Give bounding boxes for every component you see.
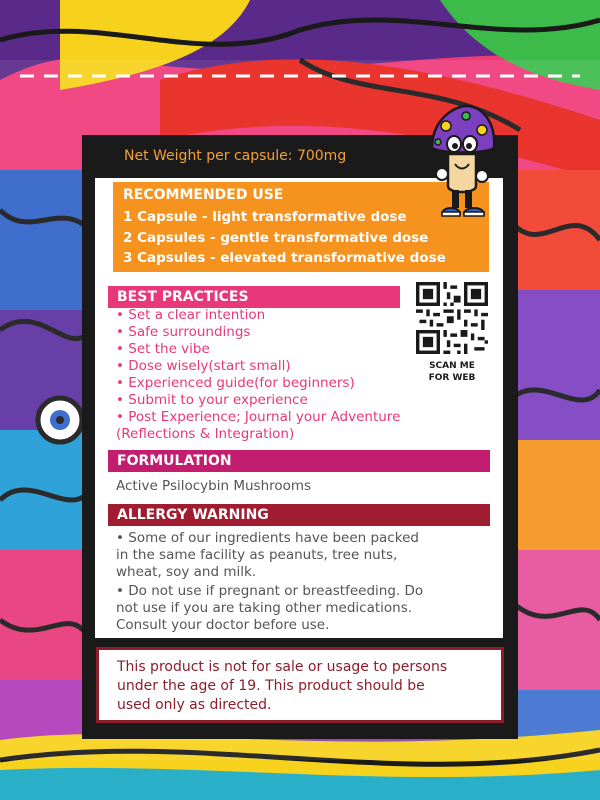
practice-item: • Experienced guide(for beginners): [116, 375, 355, 391]
practice-item: • Set the vibe: [116, 341, 210, 357]
dose-line: 3 Capsules - elevated transformative dose: [123, 250, 446, 266]
practice-item: • Set a clear intention: [116, 307, 266, 323]
allergy-line: • Do not use if pregnant or breastfeeding. Do: [116, 583, 424, 599]
practice-item: • Post Experience; Journal your Adventure: [116, 409, 401, 425]
recommended-use-heading: RECOMMENDED USE: [123, 187, 284, 203]
age-warning-box: [96, 647, 504, 723]
qr-code[interactable]: [416, 282, 488, 354]
allergy-line: not use if you are taking other medications.: [116, 600, 413, 616]
allergy-line: wheat, soy and milk.: [116, 564, 257, 580]
allergy-warning-heading: ALLERGY WARNING: [108, 504, 490, 526]
best-practices-heading: BEST PRACTICES: [108, 286, 400, 308]
formulation-heading: FORMULATION: [108, 450, 490, 472]
allergy-line: in the same facility as peanuts, tree nuts,: [116, 547, 398, 563]
age-warning-line: This product is not for sale or usage to persons: [117, 659, 448, 675]
practice-item: (Reflections & Integration): [116, 426, 295, 442]
dose-line: 2 Capsules - gentle transformative dose: [123, 230, 429, 246]
allergy-line: Consult your doctor before use.: [116, 617, 330, 633]
age-warning-line: used only as directed.: [117, 697, 272, 713]
practice-item: • Submit to your experience: [116, 392, 308, 408]
mushroom-mascot-icon: [428, 104, 498, 228]
practice-item: • Safe surroundings: [116, 324, 251, 340]
age-warning-line: under the age of 19. This product should be: [117, 678, 425, 694]
allergy-line: • Some of our ingredients have been packed: [116, 530, 419, 546]
practice-item: • Dose wisely(start small): [116, 358, 291, 374]
formulation-text: Active Psilocybin Mushrooms: [116, 478, 312, 494]
net-weight: Net Weight per capsule: 700mg: [124, 148, 347, 164]
qr-label: SCAN ME FOR WEB: [428, 361, 476, 383]
dose-line: 1 Capsule - light transformative dose: [123, 209, 407, 225]
